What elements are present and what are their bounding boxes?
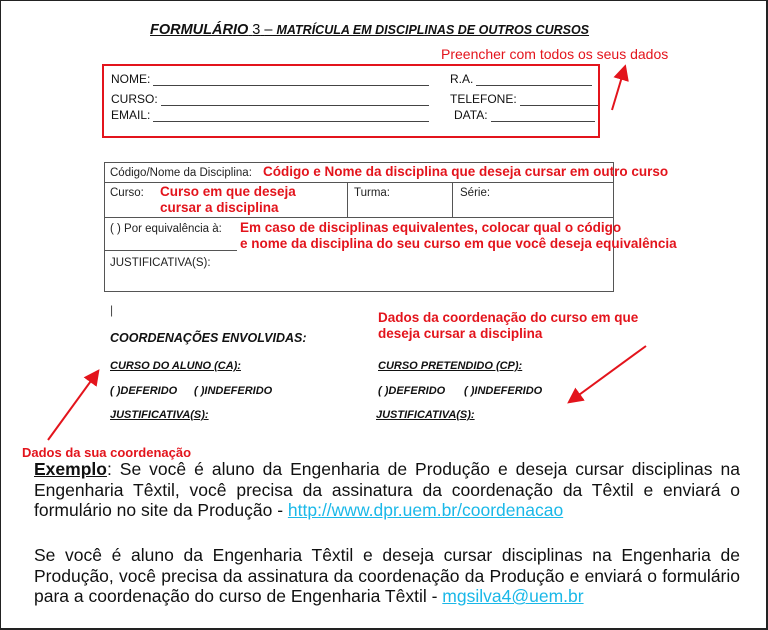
target-indeferido-checkbox[interactable]: ( )INDEFERIDO [464,385,543,397]
example-text-1: : Se você é aluno da Engenharia de Produção e deseja cursar disciplinas na Engenharia Têxtil, você precisa da assinatura da coordenação da Têxtil e enviará o formulário no site da Produção - [34,459,740,520]
target-deferido-checkbox[interactable]: ( )DEFERIDO [378,385,446,397]
example-paragraph-1 [34,459,740,521]
hint-your-coord: Dados da sua coordenação [22,445,192,460]
arrow-to-fill-hint [612,70,624,110]
example-text-2: Se você é aluno da Engenharia Têxtil e deseja cursar disciplinas na Engenharia de Produção, você precisa da assinatura da coordenação da Produção e enviará o formulário para a coordenação do curso de Engenharia Têxtil - [34,545,740,606]
data-label: DATA: [454,108,488,122]
hint-course-2: cursar a disciplina [160,200,279,215]
student-deferido-checkbox[interactable]: ( )DEFERIDO [110,385,178,397]
turma-label: Turma: [354,187,390,199]
hint-equivalence-1: Em caso de disciplinas equivalentes, colocar qual o código [240,220,622,235]
cursor-mark: | [110,303,114,317]
curso-table-label: Curso: [110,187,144,199]
title-main: FORMULÁRIO [150,22,249,38]
hint-course-1: Curso em que deseja [160,184,296,199]
arrow-to-target-coord [572,346,646,400]
hint-target-coord-1: Dados da coordenação do curso em que [378,310,639,325]
title-subtitle: MATRÍCULA EM DISCIPLINAS DE OUTROS CURSOS [276,23,590,37]
target-justificativa-label: JUSTIFICATIVA(S): [376,409,475,421]
equivalencia-checkbox[interactable]: ( ) Por equivalência à: [110,223,222,235]
dpr-coordenacao-link[interactable]: http://www.dpr.uem.br/coordenacao [287,500,564,520]
example-label: Exemplo [34,459,107,479]
student-course-label: CURSO DO ALUNO (CA): [110,360,241,372]
arrow-to-student-coord [48,374,96,440]
title-number: 3 [252,22,261,38]
hint-equivalence-2: e nome da disciplina do seu curso em que você deseja equivalência [240,236,677,251]
coordination-heading: COORDENAÇÕES ENVOLVIDAS: [110,331,307,345]
student-indeferido-checkbox[interactable]: ( )INDEFERIDO [194,385,273,397]
title-dash: – [264,22,273,38]
serie-label: Série: [460,187,491,199]
ra-label: R.A. [450,72,474,86]
student-justificativa-label: JUSTIFICATIVA(S): [110,409,209,421]
target-course-label: CURSO PRETENDIDO (CP): [378,360,523,372]
telefone-label: TELEFONE: [450,92,517,106]
hint-fill-all-data: Preencher com todos os seus dados [441,46,669,62]
curso-label: CURSO: [111,92,158,106]
justificativa-label: JUSTIFICATIVA(S): [110,257,211,269]
hint-target-coord-2: deseja cursar a disciplina [378,326,543,341]
example-paragraph-2 [34,545,740,607]
email-link[interactable]: mgsilva4@uem.br [442,586,584,606]
nome-label: NOME: [111,72,151,86]
codigo-nome-label: Código/Nome da Disciplina: [110,167,252,179]
hint-discipline: Código e Nome da disciplina que deseja cursar em outro curso [263,164,669,179]
email-label: EMAIL: [111,108,151,122]
